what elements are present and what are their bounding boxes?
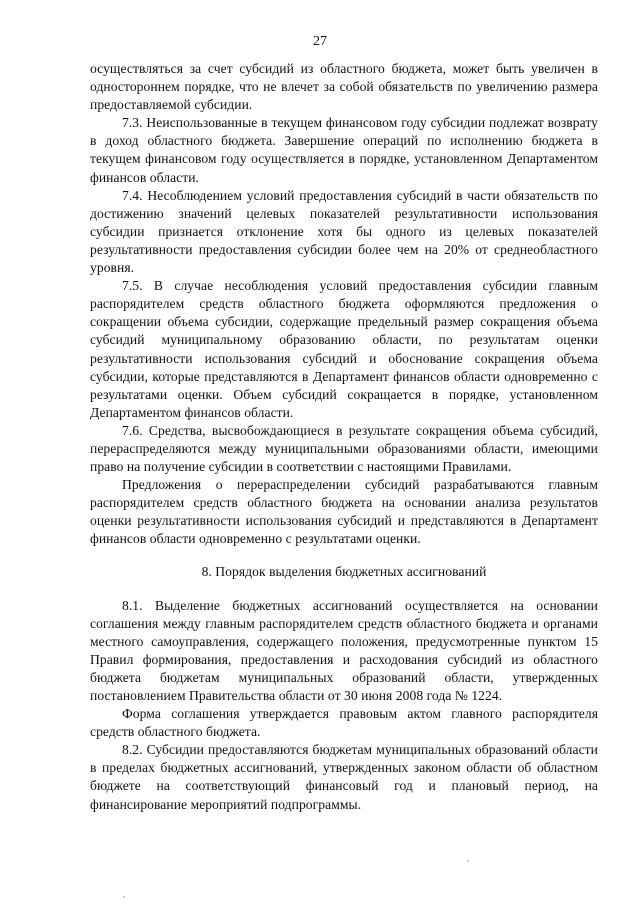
document-body [90,60,598,814]
paragraph-7-5: 7.5. В случае несоблюдения условий предоставления субсидии главным распорядителем средств областного бюджета оформляются предложения о сокращении объема субсидии, содержащие предельный размер сокращения объема субсидий муниципальному образованию области, по результатам оценки результативности использования субсидий и обоснование сокращения объема субсидии, которые представляются в Департамент финансов области одновременно с результатами оценки. Объем субсидий сокращается в порядке, установленном Департаментом финансов области. [90,278,598,420]
scan-speck [123,896,125,898]
paragraph-8-1: 8.1. Выделение бюджетных ассигнований осуществляется на основании соглашения между главным распорядителем средств областного бюджета и органами местного самоуправления, содержащего положения, предусмотренные пунктом 15 Правил формирования, предоставления и расходования субсидий из областного бюджета бюджетам муниципальных образований области, утвержденных постановлением Правительства области от 30 июня 2008 года № 1224. [90,597,598,703]
paragraph-redistribution-proposals: Предложения о перераспределении субсидий разрабатываются главным распорядителем средств областного бюджета на основании анализа результатов оценки результативности использования субсидий и представляются в Департамент финансов области одновременно с результатами оценки. [90,477,598,547]
paragraph-7-4: 7.4. Несоблюдением условий предоставления субсидий в части обязательств по достижению значений целевых показателей результативности использования субсидии признается отклонение хотя бы одного из целевых показателей результативности предоставления субсидии более чем на 20% от среднеобластного уровня. [90,187,598,276]
scan-speck [467,860,469,862]
section-heading-8: 8. Порядок выделения бюджетных ассигнований [201,563,487,579]
paragraph-7-3: 7.3. Неиспользованные в текущем финансовом году субсидии подлежат возврату в доход областного бюджета. Завершение операций по исполнению бюджета в текущем финансовом году осуществляется в порядке, установленном Департаментом финансов области. [90,115,598,185]
page-number: 27 [313,34,327,49]
paragraph-8-2: 8.2. Субсидии предоставляются бюджетам муниципальных образований области в пределах бюджетных ассигнований, утвержденных законом области об областном бюджете на соответствующий финансовый год и плановый период, на финансирование мероприятий подпрограммы. [90,742,598,812]
paragraph-continuation: осуществляться за счет субсидий из областного бюджета, может быть увеличен в одностороннем порядке, что не влечет за собой обязательств по увеличению размера предоставляемой субсидии. [90,61,598,113]
paragraph-7-6: 7.6. Средства, высвобождающиеся в результате сокращения объема субсидий, перераспределяются между муниципальными образованиями области, имеющими право на получение субсидии в соответствии с настоящими Правилами. [90,422,598,475]
paragraph-agreement-form: Форма соглашения утверждается правовым актом главного распорядителя средств областного бюджета. [90,706,598,740]
